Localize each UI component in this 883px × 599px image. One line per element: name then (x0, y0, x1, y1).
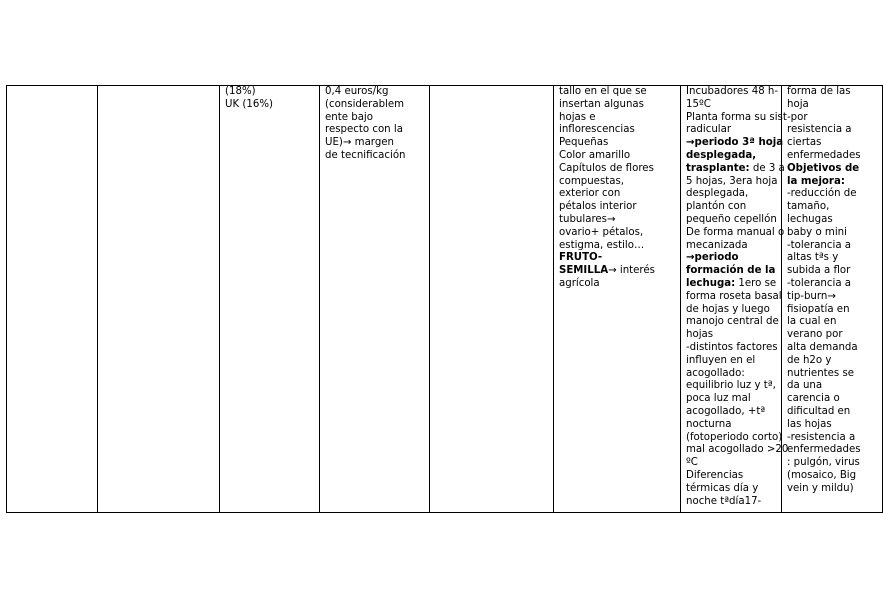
cell-line: -reducción de (787, 188, 857, 200)
cell-line: desplegada, (686, 149, 757, 161)
cell-bold-text: SEMILLA (559, 265, 609, 277)
cell-line: 5 hojas, 3era hoja (686, 175, 778, 187)
table-cell-col7 (782, 86, 883, 513)
cell-line: Incubadores 48 h- (686, 86, 779, 97)
table-cell-col1 (98, 86, 220, 513)
cell-line: enfermedades (787, 149, 861, 161)
cell-line: nocturna (686, 418, 732, 430)
cell-line: (fotoperiodo corto) (686, 431, 783, 443)
cell-line: enfermedades (787, 444, 861, 456)
cell-text: 0,4 euros/kg (considerablem ente bajo respecto con la UE)→ margen de tecnificación (325, 86, 406, 161)
cell-line: -por (787, 111, 808, 123)
cell-line: da una (787, 380, 823, 392)
cell-line: Diferencias (686, 469, 744, 481)
cell-line: carencia o (787, 393, 840, 405)
cell-bold-text: trasplante: (686, 162, 750, 174)
cell-text: de 3 a (749, 162, 785, 174)
cell-line: pequeño cepellón (686, 213, 777, 225)
cell-lines (686, 175, 785, 278)
cell-line: acogollado: (686, 367, 745, 379)
cell-line: las hojas (787, 418, 832, 430)
cell-line: →periodo 3ª hoja (686, 137, 784, 149)
cell-line: : pulgón, virus (787, 457, 860, 469)
cell-bold-text: lechuga: (686, 277, 736, 289)
cell-line (686, 278, 778, 291)
cell-line: de h2o y (787, 354, 832, 366)
cell-line: Objetivos de (787, 162, 860, 174)
cell-line: la cual en (787, 316, 837, 328)
cell-line: mal acogollado >20 (686, 444, 789, 456)
cell-line: Capítulos de flores (559, 162, 654, 174)
cell-line: exterior con (559, 188, 621, 200)
cell-line: de hojas y luego (686, 303, 770, 315)
cell-line: plantón con (686, 201, 747, 213)
cell-line: tubulares→ (559, 213, 616, 225)
cell-line: fisiopatía en (787, 303, 850, 315)
cell-line: radicular (686, 124, 732, 136)
cell-lines (686, 86, 787, 163)
cell-lines (787, 86, 879, 496)
cell-line: inflorescencias (559, 124, 635, 136)
cell-text: (18%) UK (16%) (225, 86, 273, 110)
table-cell-col0 (7, 86, 98, 513)
cell-line: -resistencia a (787, 431, 856, 443)
cell-line (686, 162, 785, 176)
cell-line: baby o mini (787, 226, 847, 238)
table-cell-col5 (554, 86, 681, 513)
cell-line: forma de las (787, 86, 851, 97)
cell-line: -tolerancia a (787, 277, 852, 289)
cell-line: verano por (787, 329, 843, 341)
cell-line: vein y mildu) (787, 482, 854, 494)
cell-line: tamaño, (787, 201, 830, 213)
cell-line: Planta forma su sist (686, 111, 787, 123)
cell-line: altas tªs y (787, 252, 839, 264)
cell-lines (686, 290, 789, 509)
cell-line: De forma manual o (686, 226, 785, 238)
cell-line: ovario+ pétalos, (559, 226, 644, 238)
cell-line: compuestas, (559, 175, 625, 187)
cell-line (559, 265, 677, 278)
table-cell-col6 (681, 86, 789, 513)
cell-line: →periodo (686, 252, 739, 264)
cell-line: FRUTO- (559, 252, 603, 264)
content-table (6, 85, 883, 513)
table-cell-col4 (430, 86, 554, 513)
cell-line: nutrientes se (787, 367, 855, 379)
cell-text: 1ero se (735, 277, 777, 289)
cell-line: tip-burn→ (787, 290, 836, 302)
cell-line: equilibrio luz y tª, (686, 380, 776, 392)
cell-line: 15ºC (686, 98, 711, 110)
cell-line: resistencia a (787, 124, 852, 136)
cell-line: mecanizada (686, 239, 748, 251)
cell-line: pétalos interior (559, 201, 637, 213)
cell-text: → interés (608, 265, 655, 277)
cell-line: hojas (686, 329, 714, 341)
cell-line: dificultad en (787, 405, 851, 417)
cell-line: formación de la (686, 265, 776, 277)
cell-line: acogollado, +tª (686, 405, 766, 417)
cell-line: agrícola (559, 277, 600, 289)
table-row (7, 86, 883, 513)
cell-line: alta demanda (787, 341, 858, 353)
cell-line: ºC (686, 457, 698, 469)
cell-line: hojas e (559, 111, 596, 123)
cell-line: influyen en el (686, 354, 756, 366)
cell-line: forma roseta basal (686, 290, 782, 302)
cell-line: insertan algunas (559, 98, 644, 110)
cell-line: la mejora: (787, 175, 845, 187)
cell-line: Color amarillo (559, 149, 631, 161)
cell-line: poca luz mal (686, 393, 751, 405)
cell-line: Pequeñas (559, 137, 609, 149)
cell-line: -distintos factores (686, 341, 778, 353)
cell-line: ciertas (787, 137, 822, 149)
cell-line: (mosaico, Big (787, 469, 857, 481)
cell-line: subida a flor (787, 265, 851, 277)
cell-line: desplegada, (686, 188, 749, 200)
cell-line: lechugas (787, 213, 833, 225)
cell-line: manojo central de (686, 316, 779, 328)
cell-line: tallo en el que se (559, 86, 647, 97)
table-cell-col3 (320, 86, 430, 513)
cell-line: hoja (787, 98, 809, 110)
cell-line: noche tªdía17- (686, 495, 762, 507)
table-cell-col2 (220, 86, 320, 513)
cell-line: estigma, estilo… (559, 239, 645, 251)
cell-lines (559, 86, 677, 252)
cell-line: -tolerancia a (787, 239, 852, 251)
cell-line: térmicas día y (686, 482, 759, 494)
